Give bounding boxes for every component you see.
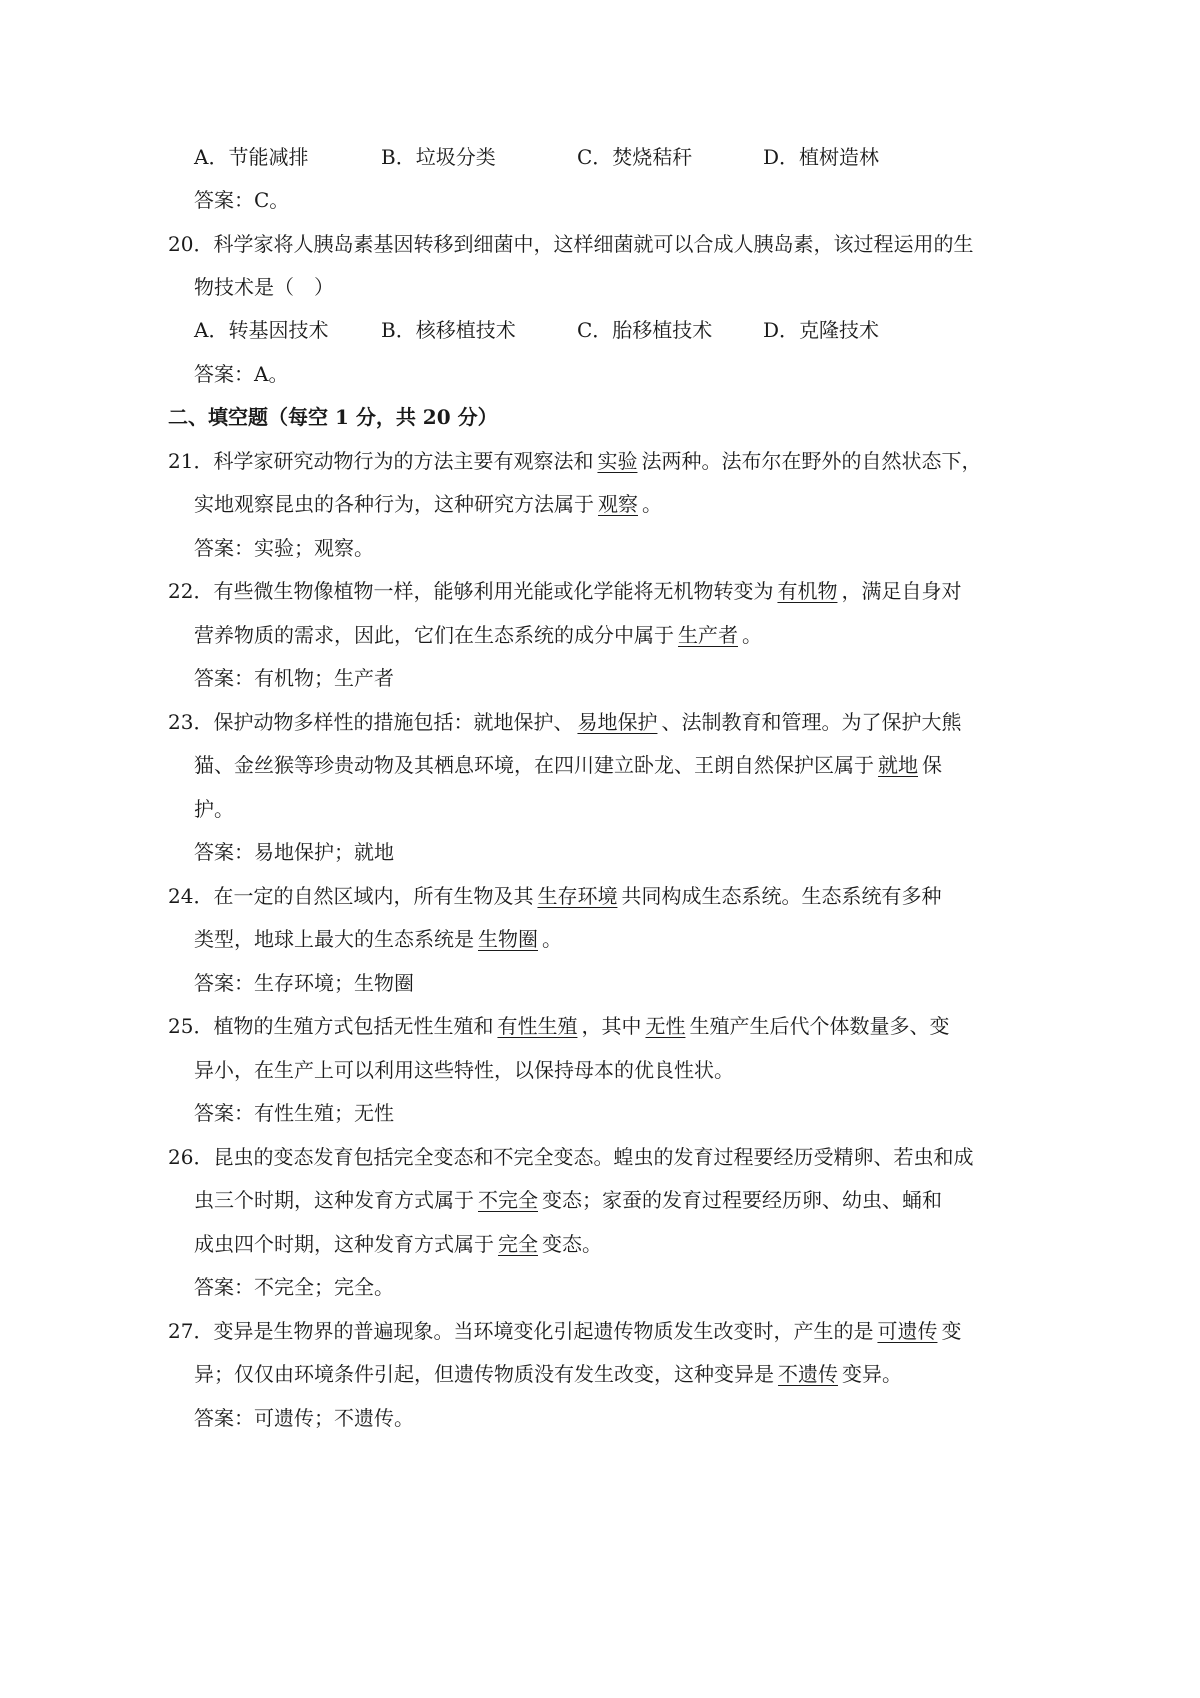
q22-line1 [168, 577, 961, 605]
q25-text: ，其中 [581, 1014, 642, 1038]
q22-blank-1: 有机物 [777, 579, 838, 603]
q23-line1 [168, 708, 961, 736]
q22-text: 营养物质的需求，因此，它们在生态系统的成分中属于 [194, 623, 674, 647]
q26-text: 成虫四个时期，这种发育方式属于 [194, 1232, 494, 1256]
q21-text: 。 [642, 492, 662, 516]
q20-answer: 答案：A。 [194, 362, 289, 386]
q24-text: 。 [542, 927, 562, 951]
q24-text: 24．在一定的自然区域内，所有生物及其 [168, 884, 534, 908]
q21-line2 [194, 490, 662, 518]
q24-line1 [168, 882, 941, 910]
q27-text: 27．变异是生物界的普遍现象。当环境变化引起遗传物质发生改变时，产生的是 [168, 1319, 874, 1343]
q19-option-a: A．节能减排 [194, 145, 309, 169]
q26-blank-1: 不完全 [478, 1188, 538, 1212]
q21-blank-1: 实验 [597, 449, 638, 473]
q26-line1: 26．昆虫的变态发育包括完全变态和不完全变态。蝗虫的发育过程要经历受精卵、若虫和成 [168, 1145, 974, 1169]
q23-text: 保 [922, 753, 942, 777]
q19-option-b: B．垃圾分类 [381, 145, 496, 169]
q20-option-c: C．胎移植技术 [577, 318, 713, 342]
q25-line1 [168, 1012, 949, 1040]
q24-blank-2: 生物圈 [478, 927, 538, 951]
q26-text: 虫三个时期，这种发育方式属于 [194, 1188, 474, 1212]
q25-answer: 答案：有性生殖；无性 [194, 1101, 394, 1125]
q23-blank-2: 就地 [878, 753, 918, 777]
q22-blank-2: 生产者 [678, 623, 738, 647]
q21-line1 [168, 447, 981, 475]
q19-option-d: D．植树造林 [763, 145, 880, 169]
q26-blank-2: 完全 [498, 1232, 538, 1256]
q21-answer: 答案：实验；观察。 [194, 536, 374, 560]
q27-text: 异；仅仅由环境条件引起，但遗传物质没有发生改变，这种变异是 [194, 1362, 774, 1386]
q23-text: 、法制教育和管理。为了保护大熊 [661, 710, 962, 734]
q23-text: 23．保护动物多样性的措施包括：就地保护、 [168, 710, 574, 734]
q25-blank-2: 无性 [645, 1014, 686, 1038]
q23-line3: 护。 [194, 797, 234, 821]
q21-text: 实地观察昆虫的各种行为，这种研究方法属于 [194, 492, 594, 516]
q20-option-a: A．转基因技术 [194, 318, 329, 342]
q20-option-d: D．克隆技术 [763, 318, 880, 342]
q20-text-line1: 20．科学家将人胰岛素基因转移到细菌中，这样细菌就可以合成人胰岛素，该过程运用的生 [168, 232, 974, 256]
q25-line2: 异小，在生产上可以利用这些特性，以保持母本的优良性状。 [194, 1058, 734, 1082]
q26-text: 变态；家蚕的发育过程要经历卵、幼虫、蛹和 [542, 1188, 942, 1212]
q27-line1 [168, 1317, 961, 1345]
q27-blank-2: 不遗传 [778, 1362, 838, 1386]
q22-line2 [194, 621, 762, 649]
q24-blank-1: 生存环境 [537, 884, 618, 908]
q27-text: 变异。 [842, 1362, 902, 1386]
q25-text: 25．植物的生殖方式包括无性生殖和 [168, 1014, 494, 1038]
q23-blank-1: 易地保护 [577, 710, 658, 734]
q23-answer: 答案：易地保护；就地 [194, 840, 394, 864]
q24-text: 类型，地球上最大的生态系统是 [194, 927, 474, 951]
q20-option-b: B．核移植技术 [381, 318, 516, 342]
section-title: 二、填空题（每空 1 分，共 20 分） [168, 405, 498, 429]
q25-blank-1: 有性生殖 [497, 1014, 578, 1038]
q24-answer: 答案：生存环境；生物圈 [194, 971, 414, 995]
q26-line3 [194, 1230, 602, 1258]
q19-option-c: C．焚烧秸秆 [577, 145, 693, 169]
q21-blank-2: 观察 [598, 492, 638, 516]
q27-blank-1: 可遗传 [877, 1319, 938, 1343]
q19-answer: 答案：C。 [194, 188, 290, 212]
q23-text: 猫、金丝猴等珍贵动物及其栖息环境，在四川建立卧龙、王朗自然保护区属于 [194, 753, 874, 777]
q27-text: 变 [941, 1319, 962, 1343]
q27-answer: 答案：可遗传；不遗传。 [194, 1406, 414, 1430]
q25-text: 生殖产生后代个体数量多、变 [689, 1014, 950, 1038]
q21-text: 法两种。法布尔在野外的自然状态下， [641, 449, 982, 473]
q22-text: ，满足自身对 [841, 579, 962, 603]
q24-text: 共同构成生态系统。生态系统有多种 [621, 884, 942, 908]
q26-line2 [194, 1186, 942, 1214]
q21-text: 21．科学家研究动物行为的方法主要有观察法和 [168, 449, 594, 473]
q22-answer: 答案：有机物；生产者 [194, 666, 394, 690]
q24-line2 [194, 925, 562, 953]
q22-text: 。 [742, 623, 762, 647]
q23-line2 [194, 751, 942, 779]
q27-line2 [194, 1360, 902, 1388]
q26-answer: 答案：不完全；完全。 [194, 1275, 394, 1299]
q26-text: 变态。 [542, 1232, 602, 1256]
q20-text-line2: 物技术是（ ） [194, 275, 334, 299]
q22-text: 22．有些微生物像植物一样，能够利用光能或化学能将无机物转变为 [168, 579, 774, 603]
